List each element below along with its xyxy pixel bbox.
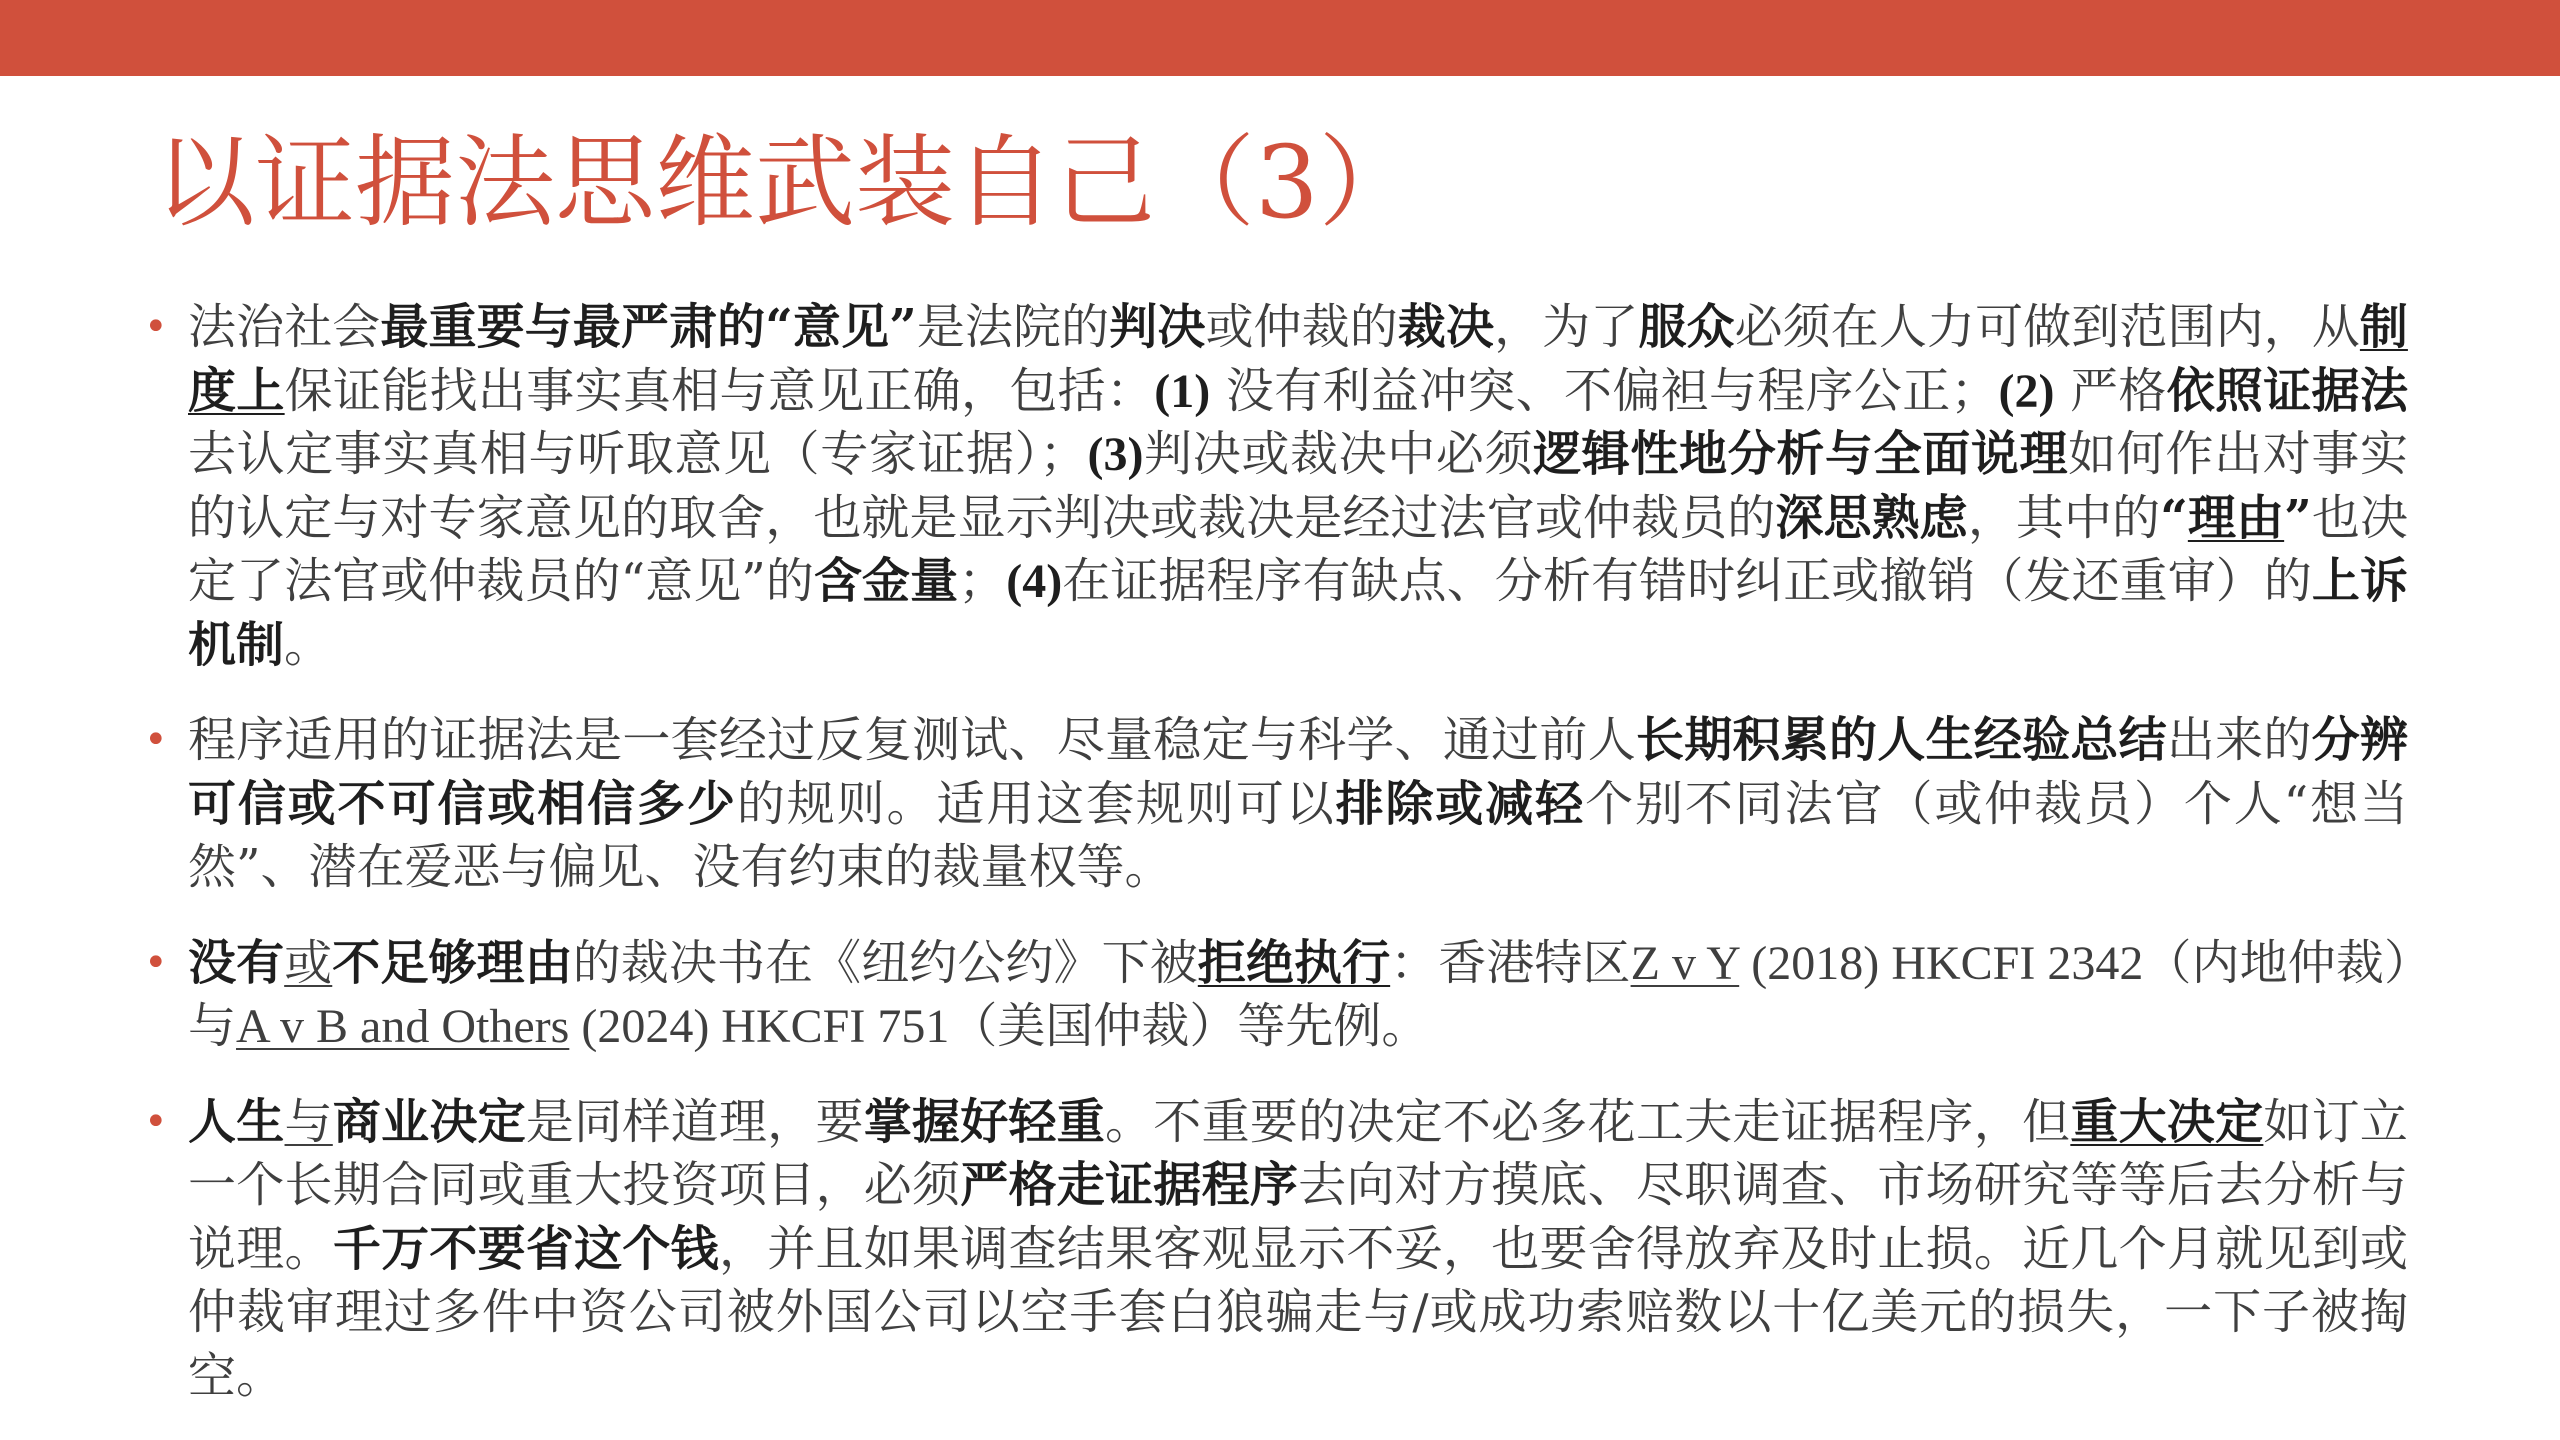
bullet-item <box>144 709 2408 900</box>
bullet-text-run: （内地仲裁）与 <box>188 934 2408 1054</box>
bullet-text-run: 长期积累的人生经验总结 <box>1635 712 2167 768</box>
bullet-text-run: (1) <box>1154 364 1211 418</box>
bullet-text-run: Z v Y <box>1630 936 1740 990</box>
bullet-text-run: 或 <box>284 934 333 991</box>
top-accent-bar <box>0 0 2560 76</box>
bullet-text-run: ，为了 <box>1494 299 1639 355</box>
bullet-text-run: 判决或裁决中必须 <box>1143 426 1534 482</box>
bullet-text-run: 保证能找出事实真相与意见正确，包括： <box>284 362 1155 419</box>
bullet-text-run: ，其中的 <box>1967 489 2161 546</box>
bullet-item <box>144 296 2408 677</box>
bullet-text-run: (2018) HKCFI 2342 <box>1739 936 2144 990</box>
bullet-text-run: 出来的 <box>2166 712 2312 768</box>
bullet-text-run: 理由 <box>2187 489 2285 546</box>
slide-title: 以证据法思维武装自己（3） <box>155 124 1419 241</box>
bullet-text-run: ” <box>2284 489 2312 546</box>
bullet-text-run: 逻辑性地分析与全面说理 <box>1533 426 2069 482</box>
bullet-text-run: 个别不同法官（或仲裁员）个人“想当然”、潜在爱恶与偏见、没有约束的裁量权等。 <box>188 775 2408 895</box>
bullet-text-run: 也决定了法官或仲裁员的“意见”的 <box>188 489 2408 609</box>
bullet-text-run: 深思熟虑 <box>1775 489 1968 546</box>
bullet-text-run: 重大决定 <box>2070 1093 2264 1150</box>
bullet-text-run: 的规则。适用这套规则可以 <box>736 775 1336 832</box>
bullet-text-run: ； <box>958 553 1007 609</box>
bullet-text-run: 严格 <box>2054 362 2167 419</box>
bullet-text-run: 千万不要省这个钱 <box>332 1220 719 1277</box>
bullet-text-run: ：香港特区 <box>1390 934 1631 991</box>
bullet-text-run: 制度上 <box>188 299 2408 419</box>
bullet-text-run: 裁决 <box>1397 299 1495 355</box>
bullet-text-run: 必须在人力可做到范围内，从 <box>1734 299 2360 355</box>
bullet-dot-icon: • <box>144 939 168 986</box>
bullet-text-run: A v B and Others <box>236 1000 570 1053</box>
bullet-text-run: 的裁决书在《纽约公约》下被 <box>572 934 1198 991</box>
bullet-text-run: 没有 <box>188 934 285 991</box>
bullet-text-run: 去认定事实真相与听取意见（专家证据）； <box>188 426 1088 482</box>
bullet-text-run: “ <box>2160 489 2188 546</box>
bullet-text-run: 人生 <box>188 1093 285 1150</box>
bullet-text-run: 上诉机制 <box>188 553 2408 673</box>
bullet-text-run: 拒绝执行 <box>1197 934 1391 991</box>
bullet-item <box>144 1091 2408 1409</box>
bullet-text-run: 依照证据法 <box>2166 362 2408 419</box>
bullet-text-run: 如何作出对事实的认定与对专家意见的取舍，也就是显示判决或裁决是经过法官或仲裁员的 <box>188 426 2408 546</box>
bullet-text-run: (2024) HKCFI 751 <box>569 1000 950 1053</box>
bullet-text-run: 最重要与最严肃的“意见” <box>380 299 917 355</box>
bullet-text-run: (3) <box>1087 428 1144 481</box>
bullet-text-run: 法治社会 <box>188 299 381 355</box>
bullet-text-run: 。 <box>284 616 333 673</box>
bullet-dot-icon: • <box>144 1098 168 1145</box>
bullet-text-run: 排除或减轻 <box>1335 775 1586 832</box>
bullet-text-run: 去向对方摸底、尽职调查、市场研究等等后去分析与说理。 <box>188 1157 2408 1277</box>
bullet-list <box>0 296 2560 1440</box>
bullet-item <box>144 932 2408 1059</box>
bullet-text-run: 没有利益冲突、不偏袒与程序公正； <box>1210 362 1999 419</box>
bullet-text-run: 如订立一个长期合同或重大投资项目，必须 <box>188 1093 2408 1213</box>
bullet-dot-icon: • <box>144 304 168 350</box>
bullet-text-run: 或仲裁的 <box>1205 299 1398 355</box>
bullet-text-run: 分辨可信或不可信或相信多少 <box>188 712 2408 832</box>
bullet-text-run: 不足够理由 <box>332 934 573 991</box>
bullet-text-run: 服众 <box>1638 299 1735 355</box>
bullet-text-run: (2) <box>1998 364 2055 418</box>
bullet-text-run: 与 <box>284 1093 333 1150</box>
bullet-text-run: 在证据程序有缺点、分析有错时纠正或撤销（发还重审）的 <box>1062 553 2312 609</box>
bullet-text-run: 。不重要的决定不必多花工夫走证据程序，但 <box>1105 1093 2071 1150</box>
bullet-text-run: ，并且如果调查结果客观显示不妥，也要舍得放弃及时止损。近几个月就见到或仲裁审理过多件中资公司被外国公司以空手套白狼骗走与/或成功索赔数以十亿美元的损失，一下子被掏空。 <box>188 1220 2408 1404</box>
bullet-text-run: 严格走证据程序 <box>960 1157 1299 1213</box>
bullet-text-run: （美国仲裁）等先例。 <box>949 998 1430 1054</box>
bullet-text-run: (4) <box>1006 555 1063 608</box>
bullet-text-run: 是法院的 <box>916 299 1110 355</box>
bullet-text-run: 是同样道理，要 <box>525 1093 864 1150</box>
bullet-text-run: 掌握好轻重 <box>863 1093 1106 1150</box>
bullet-text-run: 程序适用的证据法是一套经过反复测试、尽量稳定与科学、通过前人 <box>188 712 1636 768</box>
bullet-text-run: 判决 <box>1109 299 1206 355</box>
bullet-text-run: 商业决定 <box>332 1093 526 1150</box>
bullet-dot-icon: • <box>144 717 168 763</box>
bullet-text-run: 含金量 <box>813 553 959 609</box>
